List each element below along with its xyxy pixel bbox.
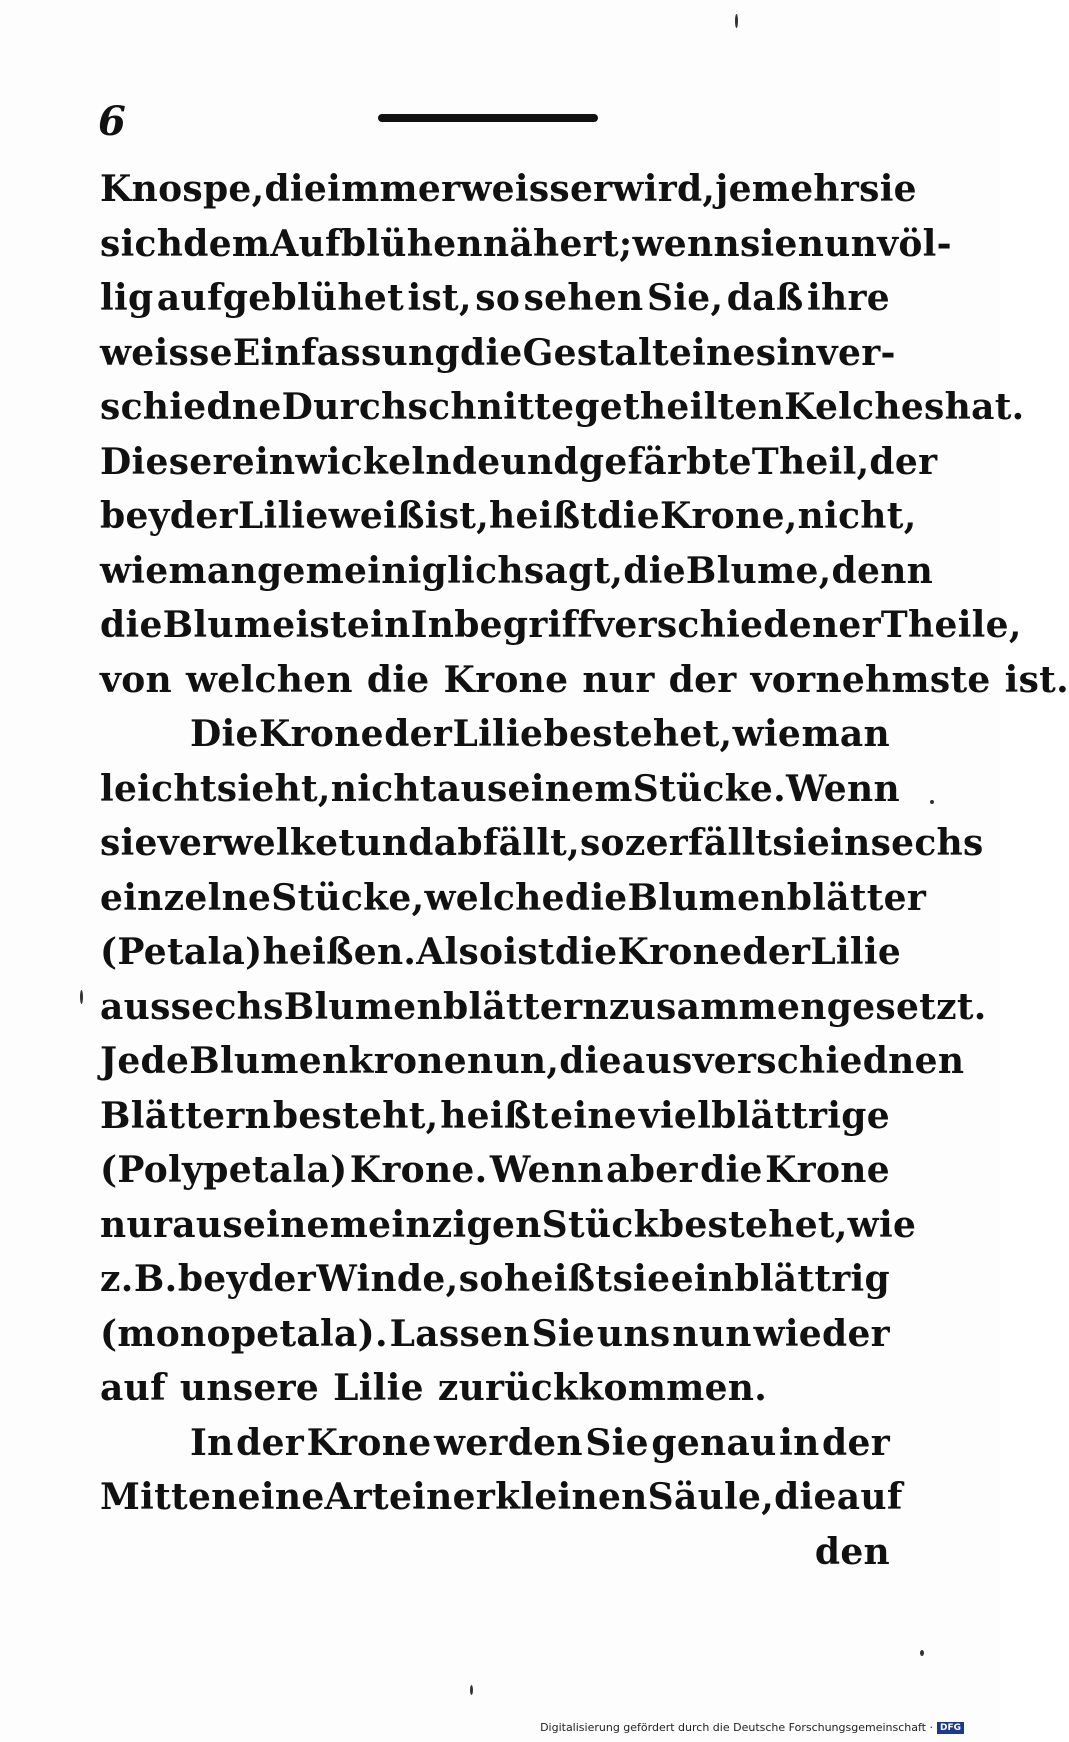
- word: die: [366, 658, 430, 701]
- word: der: [384, 713, 453, 755]
- word: nur: [582, 658, 655, 701]
- word: nicht: [330, 767, 437, 810]
- word: sie: [100, 822, 158, 864]
- text-line: [100, 1095, 890, 1150]
- word: man: [801, 713, 890, 755]
- word: heißen.: [262, 931, 417, 973]
- word: die: [564, 876, 628, 919]
- word: der: [668, 658, 737, 701]
- word: bey: [100, 495, 170, 537]
- word: nur: [100, 1203, 173, 1246]
- scan-speck: [735, 14, 738, 28]
- text-line: [100, 658, 1069, 714]
- word: ver-: [816, 331, 896, 374]
- word: Also: [416, 931, 504, 973]
- word: aus: [100, 985, 171, 1028]
- word: auf: [836, 1476, 903, 1518]
- word: in: [779, 1421, 820, 1464]
- word: sie: [612, 1258, 671, 1300]
- word: einer: [388, 1476, 496, 1518]
- word: gefärbte: [578, 440, 752, 483]
- word: Lassen: [389, 1312, 530, 1355]
- text-line: [100, 168, 917, 223]
- word: aus: [436, 767, 508, 810]
- word: der: [236, 1421, 305, 1464]
- text-line: [100, 222, 952, 278]
- word: (Polypetala): [100, 1149, 348, 1191]
- text-line: [100, 1203, 917, 1259]
- text-line: [100, 604, 1022, 659]
- word: Wenn: [785, 767, 900, 810]
- text-line: [100, 1367, 890, 1422]
- word: (Petala): [100, 931, 263, 973]
- word: Sie: [585, 1421, 649, 1464]
- word: wie: [100, 549, 169, 592]
- word: gemeiniglich: [256, 549, 524, 592]
- word: völ-: [877, 222, 952, 265]
- word: nicht,: [797, 495, 917, 537]
- scan-speck: [80, 990, 83, 1004]
- word: den: [814, 1530, 890, 1573]
- word: auf: [100, 1367, 166, 1409]
- word: Art: [324, 1476, 389, 1518]
- text-line: [100, 277, 890, 332]
- word: heißt: [504, 1258, 613, 1300]
- word: heißt: [440, 1094, 549, 1137]
- word: und: [355, 822, 434, 864]
- word: und: [500, 440, 579, 483]
- word: der: [869, 440, 938, 483]
- word: Kelches: [784, 386, 945, 428]
- word: Blume,: [685, 549, 832, 592]
- word: sechs: [170, 985, 284, 1028]
- word: einzigen: [368, 1203, 542, 1246]
- word: werden: [433, 1421, 583, 1464]
- word: so: [458, 1258, 504, 1300]
- word: Einfassung: [232, 331, 460, 374]
- word: welchen: [186, 658, 353, 701]
- word: Theil,: [751, 440, 870, 483]
- word: Theile,: [880, 604, 1022, 646]
- text-line: [100, 1476, 903, 1531]
- word: verschiedener: [593, 604, 881, 646]
- word: der: [248, 1258, 317, 1300]
- word: denn: [831, 549, 934, 592]
- word: Lilie: [452, 713, 544, 755]
- word: heißt: [489, 495, 598, 537]
- word: immer: [327, 168, 461, 210]
- word: Krone: [259, 713, 384, 755]
- word: die: [597, 495, 660, 537]
- word: ist,: [407, 277, 472, 319]
- word: bey: [177, 1258, 248, 1300]
- word: Sie,: [647, 277, 724, 319]
- word: einzelne: [100, 876, 272, 919]
- word: Knospe,: [100, 168, 265, 210]
- word: in: [776, 331, 817, 374]
- word: hat.: [944, 386, 1025, 428]
- word: von: [100, 658, 173, 701]
- word: Lilie: [333, 1367, 424, 1409]
- text-line: [100, 713, 890, 768]
- word: sehen: [523, 277, 644, 319]
- word: die: [559, 1040, 622, 1082]
- word: wieder: [753, 1312, 890, 1355]
- text-line: [100, 822, 984, 877]
- word: wie: [732, 713, 802, 755]
- word: Blättern: [100, 1094, 272, 1137]
- word: nun: [797, 222, 878, 265]
- word: so: [475, 277, 521, 319]
- word: uns: [596, 1312, 671, 1355]
- word: In: [190, 1421, 234, 1464]
- word: Krone: [306, 1421, 432, 1464]
- text-line: [100, 495, 917, 550]
- text-line: [100, 1422, 890, 1477]
- word: der: [169, 495, 238, 537]
- word: unsere: [179, 1367, 320, 1409]
- word: aus: [172, 1203, 243, 1246]
- word: ihre: [807, 277, 890, 319]
- word: Lilie: [810, 931, 902, 973]
- word: Stücke.: [632, 767, 786, 810]
- word: die: [554, 931, 618, 973]
- word: ist.: [1004, 658, 1069, 701]
- word: genau: [651, 1421, 777, 1464]
- word: Stück: [541, 1203, 659, 1246]
- word: vielblättrige: [638, 1094, 890, 1137]
- word: dem: [183, 222, 271, 265]
- scan-speck: [470, 1685, 473, 1695]
- word: Inbegriff: [410, 604, 594, 646]
- word: eines: [668, 331, 777, 374]
- word: die: [774, 1476, 837, 1518]
- text-line: [100, 1531, 890, 1586]
- word: weiß: [328, 495, 425, 537]
- word: nähert;: [482, 222, 633, 265]
- digitization-credit: [540, 1721, 964, 1734]
- word: die: [264, 168, 328, 210]
- text-line: [100, 1258, 890, 1313]
- word: sie: [772, 822, 831, 864]
- word: Säule,: [647, 1476, 775, 1518]
- word: so: [579, 822, 625, 864]
- word: Blume: [162, 604, 296, 646]
- word: Lilie: [237, 495, 329, 537]
- word: einwickelnde: [231, 440, 501, 483]
- word: wie: [847, 1203, 917, 1246]
- word: sieht,: [216, 767, 331, 810]
- word: Jede: [100, 1040, 190, 1082]
- word: Blumenblättern: [283, 985, 609, 1028]
- word: weisse: [100, 331, 233, 374]
- header-rule: [378, 114, 598, 122]
- word: nun,: [466, 1040, 560, 1082]
- word: sich: [100, 222, 184, 265]
- word: Krone: [443, 658, 569, 701]
- word: die: [459, 331, 523, 374]
- word: die: [700, 1149, 763, 1191]
- word: die: [100, 604, 163, 646]
- word: Aufblühen: [270, 222, 483, 265]
- text-line: [100, 440, 938, 496]
- word: mehr: [751, 168, 860, 210]
- word: verschiednen: [692, 1040, 965, 1082]
- word: Blumenblätter: [627, 876, 927, 919]
- word: Wenn: [489, 1149, 604, 1191]
- text-line: [100, 1149, 890, 1204]
- word: die: [623, 549, 686, 592]
- word: B.: [133, 1258, 178, 1300]
- word: aber: [606, 1149, 698, 1191]
- word: zurückkommen.: [437, 1367, 768, 1409]
- body-text: [100, 168, 1069, 1585]
- word: daß: [726, 277, 804, 319]
- word: Dieser: [100, 440, 232, 483]
- word: besteht,: [272, 1094, 439, 1137]
- text-line: [100, 876, 927, 932]
- word: einem: [507, 767, 633, 810]
- word: bestehet,: [543, 713, 733, 755]
- word: man: [168, 549, 257, 592]
- word: einem: [242, 1203, 369, 1246]
- word: je: [715, 168, 752, 210]
- word: Sie: [531, 1312, 596, 1355]
- word: sie: [739, 222, 798, 265]
- text-line: [100, 767, 900, 823]
- word: Gestalt: [522, 331, 669, 374]
- word: Krone.: [349, 1149, 488, 1191]
- word: leicht: [100, 767, 217, 810]
- word: wird,: [612, 168, 716, 210]
- word: getheilten: [574, 386, 785, 428]
- word: kleinen: [495, 1476, 648, 1518]
- text-line: [100, 1040, 965, 1095]
- word: z.: [100, 1258, 134, 1300]
- word: eine: [237, 1476, 325, 1518]
- word: eine: [550, 1094, 638, 1137]
- word: schiedne: [100, 386, 282, 428]
- word: Durchschnitte: [281, 386, 575, 428]
- word: Krone: [765, 1149, 890, 1191]
- text-line: [100, 931, 902, 986]
- word: aufgeblühet: [156, 277, 404, 319]
- word: nun: [672, 1312, 752, 1355]
- word: zerfällt: [624, 822, 773, 864]
- word: einblättrig: [670, 1258, 890, 1300]
- word: vornehmste: [750, 658, 991, 701]
- word: zusammengesetzt.: [608, 985, 987, 1028]
- word: verwelket: [157, 822, 356, 864]
- word: wenn: [632, 222, 740, 265]
- dfg-logo: DFG: [937, 1722, 964, 1734]
- word: ein: [346, 604, 411, 646]
- word: der: [822, 1421, 890, 1464]
- word: ist: [503, 931, 555, 973]
- word: Mitten: [100, 1476, 238, 1518]
- word: Krone,: [659, 495, 798, 537]
- word: in: [830, 822, 871, 864]
- word: ist: [295, 604, 347, 646]
- text-line: [100, 386, 1025, 441]
- word: sagt,: [523, 549, 624, 592]
- scan-speck: [920, 1650, 924, 1656]
- text-line: [100, 985, 987, 1041]
- word: welche: [424, 876, 565, 919]
- word: lig: [100, 277, 154, 319]
- word: ist,: [424, 495, 490, 537]
- word: aus: [621, 1040, 693, 1082]
- word: weisser: [460, 168, 613, 210]
- word: Winde,: [316, 1258, 459, 1300]
- text-line: [100, 1313, 890, 1368]
- word: Die: [190, 713, 259, 755]
- word: abfällt,: [433, 822, 580, 864]
- word: Stücke,: [271, 876, 425, 919]
- word: Krone: [617, 931, 743, 973]
- word: Blumenkrone: [189, 1040, 467, 1082]
- text-line: [100, 331, 896, 387]
- text-line: [100, 549, 934, 605]
- word: sechs: [870, 822, 984, 864]
- word: (monopetala).: [100, 1312, 388, 1355]
- scan-speck: [930, 800, 934, 804]
- credit-text: Digitalisierung gefördert durch die Deutsche Forschungsgemeinschaft ·: [540, 1721, 933, 1734]
- word: der: [742, 931, 811, 973]
- page-number: 6: [98, 98, 126, 145]
- word: bestehet,: [658, 1203, 848, 1246]
- word: sie: [859, 168, 917, 210]
